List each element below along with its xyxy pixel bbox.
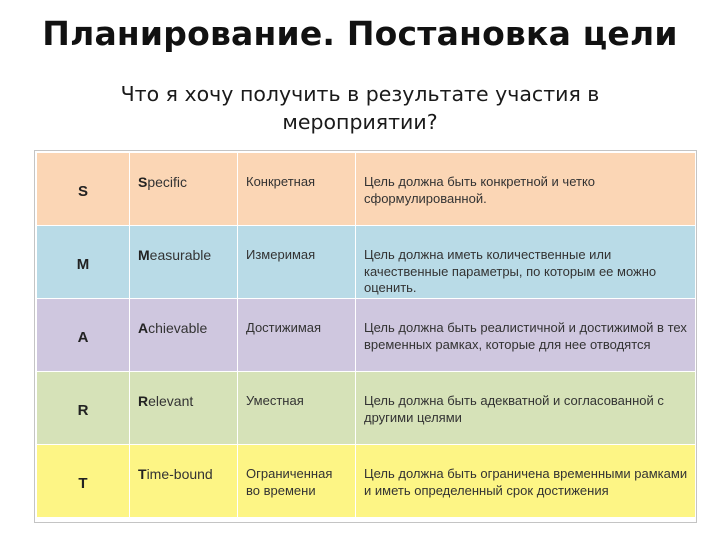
description-cell: Цель должна иметь количественные или качественные параметры, по которым ее можно оценить. bbox=[356, 226, 696, 299]
slide-subtitle: Что я хочу получить в результате участия в мероприятии? bbox=[120, 82, 600, 134]
term-rest: ime-bound bbox=[146, 466, 213, 482]
description-cell: Цель должна быть конкретной и четко сформулированной. bbox=[356, 153, 696, 226]
russian-term-cell: Ограниченная во времени bbox=[238, 445, 356, 518]
description-cell: Цель должна быть ограничена временными рамками и иметь определенный срок достижения bbox=[356, 445, 696, 518]
table-row-t bbox=[37, 445, 696, 518]
russian-term-cell: Уместная bbox=[238, 372, 356, 445]
slide-title: Планирование. Постановка цели bbox=[42, 14, 678, 53]
description-cell: Цель должна быть адекватной и согласованной с другими целями bbox=[356, 372, 696, 445]
term-cell-time-bound bbox=[130, 445, 238, 518]
term-initial: A bbox=[138, 320, 149, 336]
russian-term-cell: Измеримая bbox=[238, 226, 356, 299]
russian-term-cell: Достижимая bbox=[238, 299, 356, 372]
term-initial: R bbox=[138, 393, 149, 409]
letter-cell-s: S bbox=[37, 153, 130, 226]
term-rest: chievable bbox=[148, 320, 208, 336]
letter-cell-r: R bbox=[37, 372, 130, 445]
term-cell-relevant bbox=[130, 372, 238, 445]
table-row-a bbox=[37, 299, 696, 372]
term-rest: easurable bbox=[149, 247, 212, 263]
term-initial: M bbox=[138, 247, 150, 263]
term-cell-achievable bbox=[130, 299, 238, 372]
term-initial: T bbox=[138, 466, 147, 482]
description-cell: Цель должна быть реалистичной и достижимой в тех временных рамках, которые для нее отводятся bbox=[356, 299, 696, 372]
term-rest: elevant bbox=[148, 393, 194, 409]
table-row-s bbox=[37, 153, 696, 226]
russian-term-cell: Конкретная bbox=[238, 153, 356, 226]
term-rest: pecific bbox=[147, 174, 188, 190]
term-cell-specific bbox=[130, 153, 238, 226]
smart-table bbox=[36, 152, 696, 518]
letter-cell-m: M bbox=[37, 226, 130, 299]
term-initial: S bbox=[138, 174, 148, 190]
term-cell-measurable bbox=[130, 226, 238, 299]
letter-cell-a: A bbox=[37, 299, 130, 372]
table-row-m bbox=[37, 226, 696, 299]
table-row-r bbox=[37, 372, 696, 445]
letter-cell-t: T bbox=[37, 445, 130, 518]
